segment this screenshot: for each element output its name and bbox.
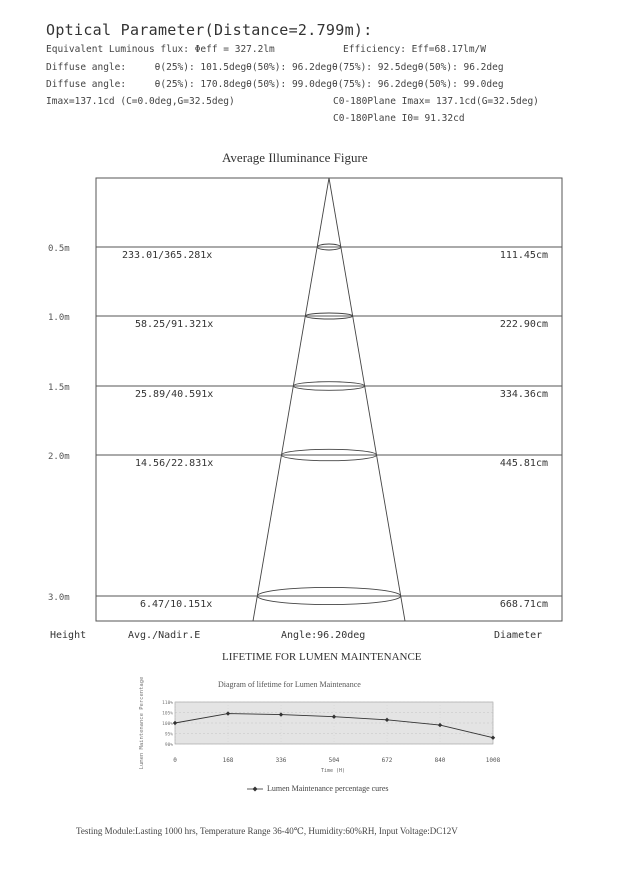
x-tick-label: 168 bbox=[222, 757, 234, 764]
illuminance-title: Average Illuminance Figure bbox=[222, 150, 368, 165]
diffuse-angle-2: Diffuse angle: θ(25%): 170.8degθ(50%): 99.0degθ(75%): 96.2degθ(50%): 99.0deg bbox=[46, 79, 504, 90]
diameter-label: 445.81cm bbox=[499, 458, 548, 469]
height-label: 0.5m bbox=[48, 244, 70, 254]
diameter-label: 334.36cm bbox=[499, 389, 548, 400]
diameter-label: 111.45cm bbox=[499, 250, 548, 261]
c0-i0: C0-180Plane I0= 91.32cd bbox=[333, 113, 465, 124]
y-tick-label: 95% bbox=[164, 732, 173, 738]
y-tick-label: 110% bbox=[162, 701, 173, 706]
legend-label: Lumen Maintenance percentage cures bbox=[267, 784, 389, 793]
footer-height: Height bbox=[50, 630, 87, 641]
avg-label: 14.56/22.831x bbox=[135, 458, 214, 469]
footer-diameter: Diameter bbox=[494, 630, 543, 641]
height-label: 2.0m bbox=[48, 452, 70, 462]
height-label: 1.5m bbox=[48, 383, 70, 393]
x-tick-label: 672 bbox=[381, 757, 393, 764]
x-tick-label: 1008 bbox=[485, 757, 501, 764]
imax: Imax=137.1cd (C=0.0deg,G=32.5deg) bbox=[46, 96, 235, 107]
avg-label: 233.01/365.281x bbox=[122, 250, 213, 261]
y-tick-label: 105% bbox=[162, 711, 173, 717]
avg-label: 58.25/91.321x bbox=[135, 319, 214, 330]
x-tick-label: 0 bbox=[173, 757, 177, 764]
height-label: 1.0m bbox=[48, 313, 70, 323]
diameter-label: 668.71cm bbox=[499, 599, 548, 610]
optical-heading: Optical Parameter(Distance=2.799m): bbox=[46, 21, 373, 39]
x-axis-label: Time (H) bbox=[320, 768, 346, 774]
test-footnote: Testing Module:Lasting 1000 hrs, Temperature Range 36-40℃, Humidity:60%RH, Input Voltage:DC12V bbox=[76, 826, 458, 836]
y-tick-label: 100% bbox=[162, 722, 173, 727]
y-axis-label: Lumen Maintenance Percentage bbox=[139, 676, 145, 770]
footer-angle: Angle:96.20deg bbox=[281, 630, 366, 641]
x-tick-label: 336 bbox=[275, 757, 287, 764]
luminous-flux: Equivalent Luminous flux: Φeff = 327.2lm bbox=[46, 44, 275, 55]
height-label: 3.0m bbox=[48, 593, 70, 603]
footer-avg: Avg./Nadir.E bbox=[128, 630, 201, 641]
lifetime-title: LIFETIME FOR LUMEN MAINTENANCE bbox=[222, 651, 422, 663]
diameter-label: 222.90cm bbox=[499, 319, 548, 330]
legend-marker bbox=[253, 787, 258, 792]
avg-label: 25.89/40.591x bbox=[135, 389, 214, 400]
diffuse-angle-1: Diffuse angle: θ(25%): 101.5degθ(50%): 96.2degθ(75%): 92.5degθ(50%): 96.2deg bbox=[46, 62, 504, 73]
x-tick-label: 504 bbox=[328, 757, 340, 764]
efficiency: Efficiency: Eff=68.17lm/W bbox=[343, 44, 486, 55]
y-tick-label: 90% bbox=[164, 743, 173, 748]
c0-imax: C0-180Plane Imax= 137.1cd(G=32.5deg) bbox=[333, 96, 539, 107]
x-tick-label: 840 bbox=[434, 757, 446, 764]
lifetime-subtitle: Diagram of lifetime for Lumen Maintenance bbox=[218, 680, 361, 689]
avg-label: 6.47/10.151x bbox=[140, 599, 213, 610]
